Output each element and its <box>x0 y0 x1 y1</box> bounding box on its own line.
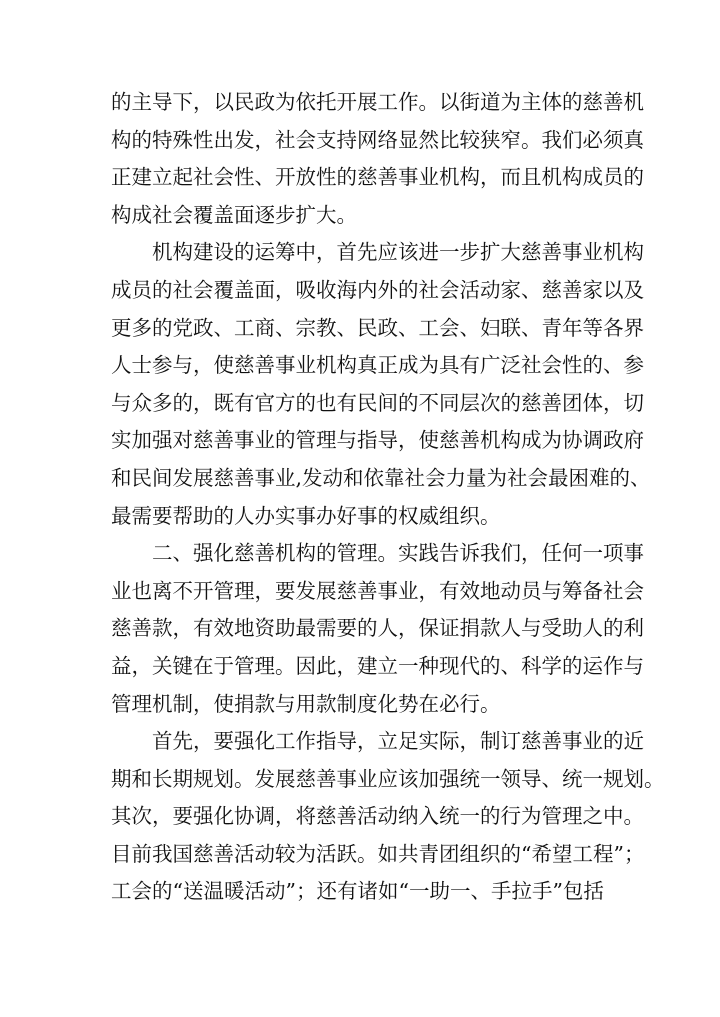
text-line: 成员的社会覆盖面，吸收海内外的社会活动家、慈善家以及 <box>111 277 644 302</box>
document-body <box>111 84 665 911</box>
text-line: 二、强化慈善机构的管理。实践告诉我们，任何一项事 <box>152 541 644 566</box>
text-line: 构成社会覆盖面逐步扩大。 <box>111 202 357 227</box>
paragraph-4 <box>111 723 665 911</box>
text-line: 工会的“送温暖活动”；还有诸如“一助一、手拉手”包括 <box>111 879 604 904</box>
text-line: 正建立起社会性、开放性的慈善事业机构，而且机构成员的 <box>111 165 644 190</box>
text-line: 机构建设的运筹中，首先应该进一步扩大慈善事业机构 <box>152 240 644 265</box>
text-line: 慈善款，有效地资助最需要的人，保证捐款人与受助人的利 <box>111 616 644 641</box>
text-line: 和民间发展慈善事业,发动和依靠社会力量为社会最困难的、 <box>111 465 651 490</box>
paragraph-3 <box>111 535 644 723</box>
paragraph-2 <box>111 234 651 535</box>
text-line: 更多的党政、工商、宗教、民政、工会、妇联、青年等各界 <box>111 315 644 340</box>
text-line: 目前我国慈善活动较为活跃。如共青团组织的“希望工程”； <box>111 841 645 866</box>
text-line: 最需要帮助的人办实事办好事的权威组织。 <box>111 503 501 528</box>
text-line: 业也离不开管理，要发展慈善事业，有效地动员与筹备社会 <box>111 578 644 603</box>
text-line: 与众多的，既有官方的也有民间的不同层次的慈善团体，切 <box>111 390 644 415</box>
text-line: 构的特殊性出发，社会支持网络显然比较狭窄。我们必须真 <box>111 127 644 152</box>
text-line: 管理机制，使捐款与用款制度化势在必行。 <box>111 691 501 716</box>
text-line: 首先，要强化工作指导，立足实际，制订慈善事业的近 <box>152 729 644 754</box>
text-line: 益，关键在于管理。因此，建立一种现代的、科学的运作与 <box>111 653 644 678</box>
paragraph-1 <box>111 84 644 234</box>
text-line: 实加强对慈善事业的管理与指导，使慈善机构成为协调政府 <box>111 428 644 453</box>
text-line: 的主导下，以民政为依托开展工作。以街道为主体的慈善机 <box>111 90 644 114</box>
text-line: 期和长期规划。发展慈善事业应该加强统一领导、统一规划。 <box>111 766 665 791</box>
text-line: 其次，要强化协调，将慈善活动纳入统一的行为管理之中。 <box>111 804 644 829</box>
text-line: 人士参与，使慈善事业机构真正成为具有广泛社会性的、参 <box>111 353 644 378</box>
